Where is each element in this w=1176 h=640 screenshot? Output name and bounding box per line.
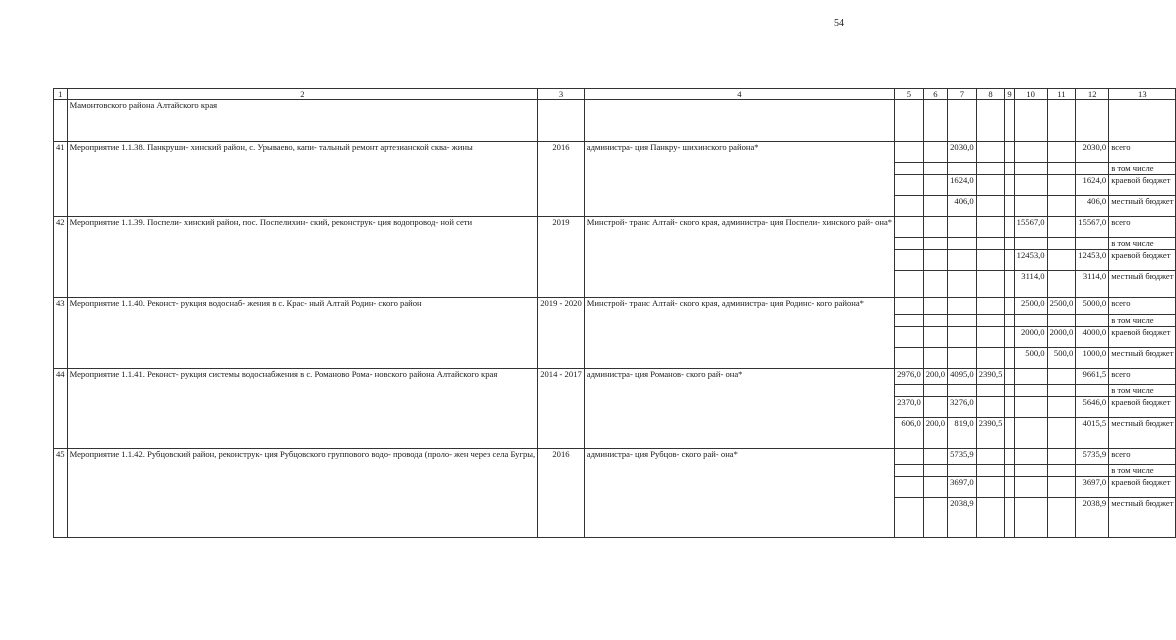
continuation-name: Мамонтовского района Алтайского края (67, 100, 538, 142)
value-cell-9 (1005, 250, 1014, 271)
value-cell-11: 2000,0 (1047, 327, 1076, 348)
entry-number: 42 (54, 217, 68, 298)
value-cell-7 (948, 465, 977, 477)
table-row (54, 449, 1176, 465)
value-cell-11 (1047, 465, 1076, 477)
entry-period: 2014 - 2017 (538, 369, 585, 449)
value-cell-8 (976, 449, 1005, 465)
value-cell-9 (1005, 238, 1014, 250)
value-cell-7: 4095,0 (948, 369, 977, 385)
value-cell-8 (976, 175, 1005, 196)
value-cell-12: 9661,5 (1076, 369, 1109, 385)
value-cell-5 (895, 477, 924, 498)
column-header-5: 5 (895, 89, 924, 100)
funding-source-label: всего (1109, 142, 1176, 163)
column-number-row (54, 89, 1176, 100)
value-cell-11 (1047, 369, 1076, 385)
value-cell-6 (923, 315, 947, 327)
value-cell-5 (895, 348, 924, 369)
value-cell-12: 3697,0 (1076, 477, 1109, 498)
funding-source-label: местный бюджет (1109, 418, 1176, 449)
value-cell-12: 2030,0 (1076, 142, 1109, 163)
value-cell-12: 5735,9 (1076, 449, 1109, 465)
table-row (54, 217, 1176, 238)
value-cell-6 (923, 477, 947, 498)
value-cell-9 (1005, 142, 1014, 163)
column-header-11: 11 (1047, 89, 1076, 100)
value-cell-8 (976, 298, 1005, 315)
value-cell-5 (895, 142, 924, 163)
value-cell-6 (923, 142, 947, 163)
value-cell-5 (895, 217, 924, 238)
entry-number: 41 (54, 142, 68, 217)
column-header-7: 7 (948, 89, 977, 100)
funding-source-label: краевой бюджет (1109, 175, 1176, 196)
value-cell-6 (923, 498, 947, 538)
value-cell-12: 406,0 (1076, 196, 1109, 217)
value-cell-12: 4000,0 (1076, 327, 1109, 348)
value-cell-9 (1005, 369, 1014, 385)
value-cell-12: 3114,0 (1076, 271, 1109, 298)
value-cell-8 (976, 397, 1005, 418)
value-cell-9 (1005, 175, 1014, 196)
value-cell-8 (976, 163, 1005, 175)
value-cell-9 (1005, 498, 1014, 538)
value-cell-10 (1014, 369, 1047, 385)
value-cell-7: 1624,0 (948, 175, 977, 196)
value-cell-10 (1014, 385, 1047, 397)
value-cell-11 (1047, 477, 1076, 498)
value-cell-12: 5000,0 (1076, 298, 1109, 315)
value-cell-11 (1047, 397, 1076, 418)
value-cell-5 (895, 498, 924, 538)
value-cell-9 (1005, 397, 1014, 418)
value-cell-10 (1014, 175, 1047, 196)
value-cell-7 (948, 163, 977, 175)
table-row (54, 298, 1176, 315)
value-cell-8 (976, 196, 1005, 217)
value-cell-7: 2038,9 (948, 498, 977, 538)
value-cell-5: 2976,0 (895, 369, 924, 385)
funding-source-label: местный бюджет (1109, 348, 1176, 369)
value-cell-10: 2000,0 (1014, 327, 1047, 348)
entry-period: 2019 (538, 217, 585, 298)
funding-source-label: краевой бюджет (1109, 327, 1176, 348)
funding-source-label: всего (1109, 298, 1176, 315)
continuation-row (54, 100, 1176, 142)
value-cell-9 (1005, 327, 1014, 348)
value-cell-12: 5646,0 (1076, 397, 1109, 418)
value-cell-8 (976, 142, 1005, 163)
value-cell-8: 2390,5 (976, 369, 1005, 385)
value-cell-5 (895, 175, 924, 196)
value-cell-10 (1014, 477, 1047, 498)
value-cell-10 (1014, 238, 1047, 250)
value-cell-6 (923, 397, 947, 418)
value-cell-12 (1076, 385, 1109, 397)
column-header-12: 12 (1076, 89, 1109, 100)
value-cell-11 (1047, 217, 1076, 238)
value-cell-6 (923, 238, 947, 250)
entry-name: Мероприятие 1.1.42. Рубцовский район, реконструк- ция Рубцовского группового водо- провода (проло- жен через села Бугры, (67, 449, 538, 538)
value-cell-6 (923, 271, 947, 298)
entry-name: Мероприятие 1.1.38. Панкруши- хинский район, с. Урываево, капи- тальный ремонт артезианской сква- жины (67, 142, 538, 217)
value-cell-9 (1005, 271, 1014, 298)
table-body (54, 89, 1176, 538)
value-cell-5 (895, 385, 924, 397)
entry-name: Мероприятие 1.1.39. Поспели- хинский район, пос. Поспелихин- ский, реконструк- ция водопровод- ной сети (67, 217, 538, 298)
funding-source-label: местный бюджет (1109, 271, 1176, 298)
value-cell-7: 406,0 (948, 196, 977, 217)
table-row (54, 369, 1176, 385)
value-cell-8 (976, 498, 1005, 538)
value-cell-11 (1047, 385, 1076, 397)
entry-period: 2016 (538, 449, 585, 538)
value-cell-12: 2038,9 (1076, 498, 1109, 538)
value-cell-5 (895, 449, 924, 465)
value-cell-6: 200,0 (923, 369, 947, 385)
value-cell-10 (1014, 163, 1047, 175)
value-cell-11 (1047, 163, 1076, 175)
funding-source-label: в том числе (1109, 385, 1176, 397)
entry-executor: администра- ция Панкру- шихинского района* (584, 142, 894, 217)
value-cell-11 (1047, 498, 1076, 538)
value-cell-8 (976, 385, 1005, 397)
value-cell-5 (895, 298, 924, 315)
value-cell-9 (1005, 163, 1014, 175)
funding-source-label: местный бюджет (1109, 196, 1176, 217)
value-cell-8 (976, 327, 1005, 348)
value-cell-7 (948, 315, 977, 327)
value-cell-11 (1047, 250, 1076, 271)
value-cell-10 (1014, 449, 1047, 465)
value-cell-7: 819,0 (948, 418, 977, 449)
value-cell-6 (923, 385, 947, 397)
value-cell-11 (1047, 142, 1076, 163)
value-cell-10: 12453,0 (1014, 250, 1047, 271)
value-cell-6 (923, 217, 947, 238)
funding-source-label: краевой бюджет (1109, 250, 1176, 271)
value-cell-9 (1005, 477, 1014, 498)
value-cell-7: 2030,0 (948, 142, 977, 163)
value-cell-6 (923, 175, 947, 196)
value-cell-12 (1076, 238, 1109, 250)
funding-source-label: всего (1109, 217, 1176, 238)
funding-source-label: краевой бюджет (1109, 477, 1176, 498)
cell-num (54, 100, 68, 142)
value-cell-10 (1014, 397, 1047, 418)
entry-name: Мероприятие 1.1.40. Реконст- рукция водоснаб- жения в с. Крас- ный Алтай Родин- ского район (67, 298, 538, 369)
entry-executor: администра- ция Рубцов- ского рай- она* (584, 449, 894, 538)
value-cell-10: 3114,0 (1014, 271, 1047, 298)
column-header-1: 1 (54, 89, 68, 100)
entry-executor: администра- ция Романов- ского рай- она* (584, 369, 894, 449)
column-header-3: 3 (538, 89, 585, 100)
value-cell-6 (923, 327, 947, 348)
column-header-9: 9 (1005, 89, 1014, 100)
column-header-6: 6 (923, 89, 947, 100)
value-cell-10 (1014, 142, 1047, 163)
value-cell-8 (976, 271, 1005, 298)
value-cell-11 (1047, 315, 1076, 327)
value-cell-12: 15567,0 (1076, 217, 1109, 238)
value-cell-6 (923, 196, 947, 217)
value-cell-6 (923, 250, 947, 271)
value-cell-12: 1624,0 (1076, 175, 1109, 196)
entry-executor: Минстрой- транс Алтай- ского края, администра- ция Родинс- кого района* (584, 298, 894, 369)
value-cell-8 (976, 250, 1005, 271)
funding-source-label: местный бюджет (1109, 498, 1176, 538)
value-cell-10 (1014, 418, 1047, 449)
value-cell-5 (895, 163, 924, 175)
funding-source-label: всего (1109, 449, 1176, 465)
value-cell-7 (948, 271, 977, 298)
funding-source-label: в том числе (1109, 163, 1176, 175)
value-cell-5: 606,0 (895, 418, 924, 449)
value-cell-12: 1000,0 (1076, 348, 1109, 369)
value-cell-8 (976, 477, 1005, 498)
value-cell-5 (895, 327, 924, 348)
value-cell-8 (976, 465, 1005, 477)
column-header-2: 2 (67, 89, 538, 100)
value-cell-7 (948, 217, 977, 238)
value-cell-7: 3697,0 (948, 477, 977, 498)
entry-name: Мероприятие 1.1.41. Реконст- рукция системы водоснабжения в с. Романово Рома- новского района Алтайского края (67, 369, 538, 449)
value-cell-12 (1076, 465, 1109, 477)
value-cell-11 (1047, 175, 1076, 196)
entry-period: 2019 - 2020 (538, 298, 585, 369)
value-cell-12 (1076, 163, 1109, 175)
value-cell-11 (1047, 238, 1076, 250)
page-number: 54 (834, 18, 844, 29)
value-cell-8 (976, 315, 1005, 327)
value-cell-5 (895, 315, 924, 327)
column-header-13: 13 (1109, 89, 1176, 100)
value-cell-7 (948, 385, 977, 397)
column-header-4: 4 (584, 89, 894, 100)
value-cell-8 (976, 238, 1005, 250)
value-cell-12: 12453,0 (1076, 250, 1109, 271)
value-cell-6 (923, 449, 947, 465)
value-cell-10 (1014, 315, 1047, 327)
budget-table (53, 88, 1176, 538)
value-cell-9 (1005, 385, 1014, 397)
value-cell-11 (1047, 271, 1076, 298)
value-cell-7: 3276,0 (948, 397, 977, 418)
value-cell-9 (1005, 315, 1014, 327)
entry-number: 44 (54, 369, 68, 449)
value-cell-9 (1005, 298, 1014, 315)
value-cell-11 (1047, 418, 1076, 449)
value-cell-9 (1005, 196, 1014, 217)
entry-number: 45 (54, 449, 68, 538)
column-header-8: 8 (976, 89, 1005, 100)
value-cell-7 (948, 238, 977, 250)
value-cell-9 (1005, 217, 1014, 238)
funding-source-label: в том числе (1109, 465, 1176, 477)
value-cell-9 (1005, 449, 1014, 465)
value-cell-7: 5735,9 (948, 449, 977, 465)
value-cell-10: 2500,0 (1014, 298, 1047, 315)
funding-source-label: в том числе (1109, 238, 1176, 250)
value-cell-8 (976, 217, 1005, 238)
value-cell-12 (1076, 315, 1109, 327)
value-cell-5 (895, 465, 924, 477)
value-cell-10 (1014, 196, 1047, 217)
value-cell-10: 15567,0 (1014, 217, 1047, 238)
column-header-10: 10 (1014, 89, 1047, 100)
value-cell-5: 2370,0 (895, 397, 924, 418)
funding-source-label: в том числе (1109, 315, 1176, 327)
value-cell-7 (948, 327, 977, 348)
value-cell-5 (895, 238, 924, 250)
value-cell-8 (976, 348, 1005, 369)
value-cell-9 (1005, 348, 1014, 369)
value-cell-10: 500,0 (1014, 348, 1047, 369)
funding-source-label: всего (1109, 369, 1176, 385)
value-cell-6: 200,0 (923, 418, 947, 449)
value-cell-5 (895, 196, 924, 217)
value-cell-10 (1014, 498, 1047, 538)
value-cell-7 (948, 298, 977, 315)
entry-number: 43 (54, 298, 68, 369)
value-cell-9 (1005, 418, 1014, 449)
entry-period: 2016 (538, 142, 585, 217)
value-cell-5 (895, 250, 924, 271)
value-cell-11 (1047, 196, 1076, 217)
value-cell-11: 500,0 (1047, 348, 1076, 369)
table-row (54, 142, 1176, 163)
value-cell-6 (923, 163, 947, 175)
value-cell-7 (948, 250, 977, 271)
value-cell-10 (1014, 465, 1047, 477)
value-cell-8: 2390,5 (976, 418, 1005, 449)
value-cell-11: 2500,0 (1047, 298, 1076, 315)
value-cell-9 (1005, 465, 1014, 477)
value-cell-7 (948, 348, 977, 369)
value-cell-12: 4015,5 (1076, 418, 1109, 449)
value-cell-6 (923, 348, 947, 369)
entry-executor: Минстрой- транс Алтай- ского края, администра- ция Поспели- хинского рай- она* (584, 217, 894, 298)
value-cell-6 (923, 465, 947, 477)
funding-source-label: краевой бюджет (1109, 397, 1176, 418)
value-cell-5 (895, 271, 924, 298)
value-cell-11 (1047, 449, 1076, 465)
value-cell-6 (923, 298, 947, 315)
